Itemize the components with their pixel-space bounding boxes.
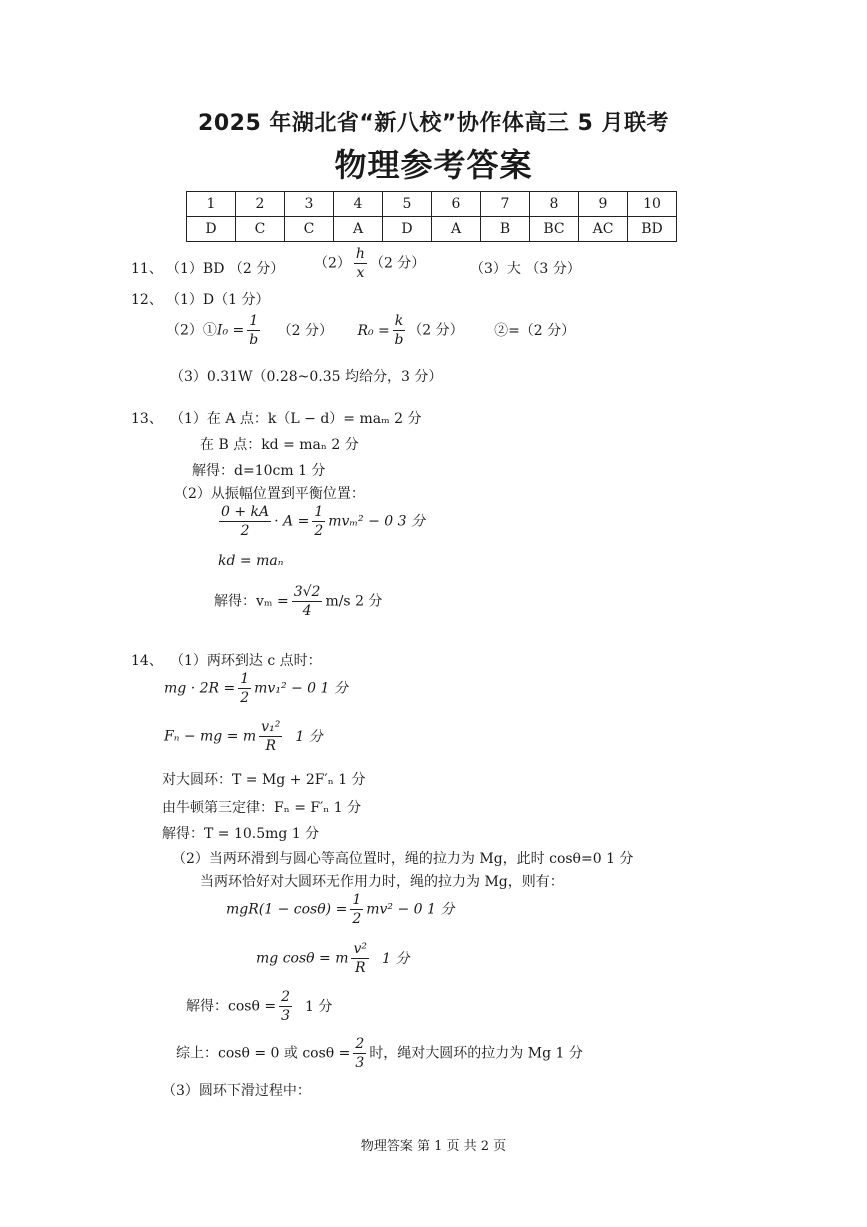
- q12-i0-numerator: 1: [249, 313, 259, 329]
- answer-cell: BC: [530, 217, 579, 242]
- question-number-cell: 4: [334, 192, 383, 217]
- question-number-cell: 5: [383, 192, 432, 217]
- q13-half-numerator: 1: [314, 504, 324, 520]
- q14-line9: [226, 891, 454, 928]
- q14-line10-denominator: R: [354, 960, 366, 976]
- q11-fraction-denominator: x: [356, 265, 365, 281]
- answer-table: [186, 191, 677, 242]
- q14-line8: 当两环恰好对大圆环无作用力时，绳的拉力为 Mg，则有：: [200, 874, 564, 890]
- question-number-cell: 7: [481, 192, 530, 217]
- answer-cell: AC: [579, 217, 628, 242]
- q11-part2: [314, 245, 425, 282]
- q11-part1: （1）BD （2 分）: [166, 261, 285, 277]
- q12-r0-numerator: k: [394, 313, 404, 329]
- answer-cell: D: [383, 217, 432, 242]
- q14-line10-numerator: v²: [353, 941, 368, 957]
- q13-label: 13、: [131, 411, 163, 427]
- q14-line2-fraction: [238, 670, 251, 707]
- q14-line3-denominator: R: [265, 738, 277, 754]
- q14-line2: [164, 670, 348, 707]
- question-number-cell: 3: [285, 192, 334, 217]
- answer-cell: A: [432, 217, 481, 242]
- q14-line9-denominator: 2: [352, 911, 362, 927]
- q13-half-denominator: 2: [314, 523, 324, 539]
- q13-energy-denominator: 2: [240, 523, 250, 539]
- q12-i0-fraction: [247, 312, 260, 349]
- q13-energy-fraction: [219, 503, 271, 540]
- q13-velocity-fraction: [292, 583, 323, 620]
- q13-line7: [214, 583, 382, 620]
- q13-line7-rest: m/s 2 分: [325, 593, 383, 610]
- q13-line5: [216, 503, 425, 540]
- q14-line12: [176, 1035, 583, 1072]
- q14-line9-numerator: 1: [352, 892, 362, 908]
- answer-cell: C: [285, 217, 334, 242]
- q13-line5-mid: · A =: [274, 513, 310, 530]
- q13-velocity-denominator: 4: [302, 603, 312, 619]
- answer-cell: C: [236, 217, 285, 242]
- q14-line3-pre: Fₙ − mg = m: [164, 728, 257, 745]
- q12-part3: （3）0.31W（0.28~0.35 均给分，3 分）: [170, 369, 443, 385]
- q14-line7: （2）当两环滑到与圆心等高位置时，绳的拉力为 Mg，此时 cosθ=0 1 分: [172, 851, 634, 867]
- q11-part3: （3）大 （3 分）: [470, 261, 581, 277]
- q13-velocity-numerator: 3√2: [293, 584, 321, 600]
- answer-cell: A: [334, 217, 383, 242]
- q12-r0-fraction: [393, 312, 405, 349]
- q13-line1: （1）在 A 点：k（L − d）= maₘ 2 分: [170, 411, 422, 427]
- q12-i0-symbol: I₀ =: [216, 322, 245, 339]
- question-number-cell: 9: [579, 192, 628, 217]
- document-title: 物理参考答案: [334, 146, 533, 184]
- q11-part2-score: （2 分）: [369, 255, 426, 272]
- q12-part2-label: （2）①: [166, 322, 217, 339]
- q14-line2-pre: mg · 2R =: [164, 680, 236, 697]
- question-number-cell: 6: [432, 192, 481, 217]
- q14-line12-pre: 综上：cosθ = 0 或 cosθ =: [176, 1045, 351, 1062]
- q14-line11: [186, 988, 332, 1025]
- q14-line12-rest: 时，绳对大圆环的拉力为 Mg 1 分: [369, 1045, 583, 1062]
- answer-cell: D: [187, 217, 236, 242]
- q13-line5-rest: mvₘ² − 0 3 分: [328, 513, 425, 530]
- q13-line3: 解得：d=10cm 1 分: [192, 463, 326, 479]
- q13-line7-pre: 解得：vₘ =: [214, 593, 289, 610]
- q14-line9-fraction: [350, 891, 363, 928]
- q14-line5: 由牛顿第三定律：Fₙ = F′ₙ 1 分: [162, 800, 362, 816]
- q12-r0-symbol: R₀ =: [357, 322, 390, 339]
- q13-line2: 在 B 点：kd = maₙ 2 分: [200, 437, 359, 453]
- q13-energy-numerator: 0 + kA: [221, 504, 270, 520]
- q14-line12-denominator: 3: [355, 1055, 365, 1071]
- q14-line3-numerator: v₁²: [261, 719, 281, 735]
- q13-half-fraction: [312, 503, 325, 540]
- q14-line11-numerator: 2: [281, 989, 290, 1005]
- q12-r0-denominator: b: [394, 332, 404, 348]
- q14-line13: （3）圆环下滑过程中：: [162, 1083, 311, 1099]
- q14-line2-denominator: 2: [240, 690, 250, 706]
- answer-cell: B: [481, 217, 530, 242]
- answer-table-number-row: [187, 192, 677, 217]
- q12-part2: [166, 312, 575, 349]
- q14-line2-rest: mv₁² − 0 1 分: [254, 680, 348, 697]
- q14-line6: 解得：T = 10.5mg 1 分: [162, 826, 320, 842]
- q11-part2-label: （2）: [314, 255, 351, 272]
- q12-part2-c: ②=（2 分）: [494, 322, 576, 339]
- q14-line9-pre: mgR(1 − cosθ) =: [226, 901, 348, 918]
- q14-line4: 对大圆环：T = Mg + 2F′ₙ 1 分: [162, 772, 366, 788]
- q14-line10-fraction: [351, 940, 369, 977]
- page-footer: 物理答案 第 1 页 共 2 页: [360, 1139, 507, 1154]
- question-number-cell: 10: [628, 192, 677, 217]
- q14-line9-rest: mv² − 0 1 分: [366, 901, 455, 918]
- q14-line12-numerator: 2: [355, 1036, 365, 1052]
- q14-line11-denominator: 3: [281, 1008, 290, 1024]
- q12-i0-denominator: b: [249, 332, 259, 348]
- q14-line1: （1）两环到达 c 点时：: [170, 653, 322, 669]
- q11-fraction-numerator: h: [355, 246, 365, 262]
- q14-line10-rest: 1 分: [382, 950, 410, 967]
- q14-line3-rest: 1 分: [295, 728, 323, 745]
- q14-line10-pre: mg cosθ = m: [256, 950, 349, 967]
- q11-label: 11、: [131, 261, 163, 277]
- q13-line4: （2）从振幅位置到平衡位置：: [174, 486, 365, 502]
- q12-r0-score: （2 分）: [408, 322, 464, 339]
- exam-title: 2025 年湖北省“新八校”协作体高三 5 月联考: [198, 111, 669, 136]
- q14-label: 14、: [131, 653, 163, 669]
- answer-table-answer-row: [187, 217, 677, 242]
- q11-fraction: [354, 245, 367, 282]
- answer-cell: BD: [628, 217, 677, 242]
- question-number-cell: 1: [187, 192, 236, 217]
- q14-line11-pre: 解得：cosθ =: [186, 998, 277, 1015]
- question-number-cell: 2: [236, 192, 285, 217]
- q14-line11-fraction: [279, 988, 292, 1025]
- q12-i0-score: （2 分）: [277, 322, 333, 339]
- q14-line10: [256, 940, 409, 977]
- q14-line3-fraction: [259, 718, 282, 755]
- q14-line11-rest: 1 分: [305, 998, 333, 1015]
- q14-line3: [164, 718, 323, 755]
- question-number-cell: 8: [530, 192, 579, 217]
- q12-part1: （1）D（1 分）: [166, 292, 270, 308]
- q14-line2-numerator: 1: [240, 671, 250, 687]
- q12-label: 12、: [131, 292, 163, 308]
- q13-line6: kd = maₙ: [218, 553, 284, 569]
- q14-line12-fraction: [353, 1035, 366, 1072]
